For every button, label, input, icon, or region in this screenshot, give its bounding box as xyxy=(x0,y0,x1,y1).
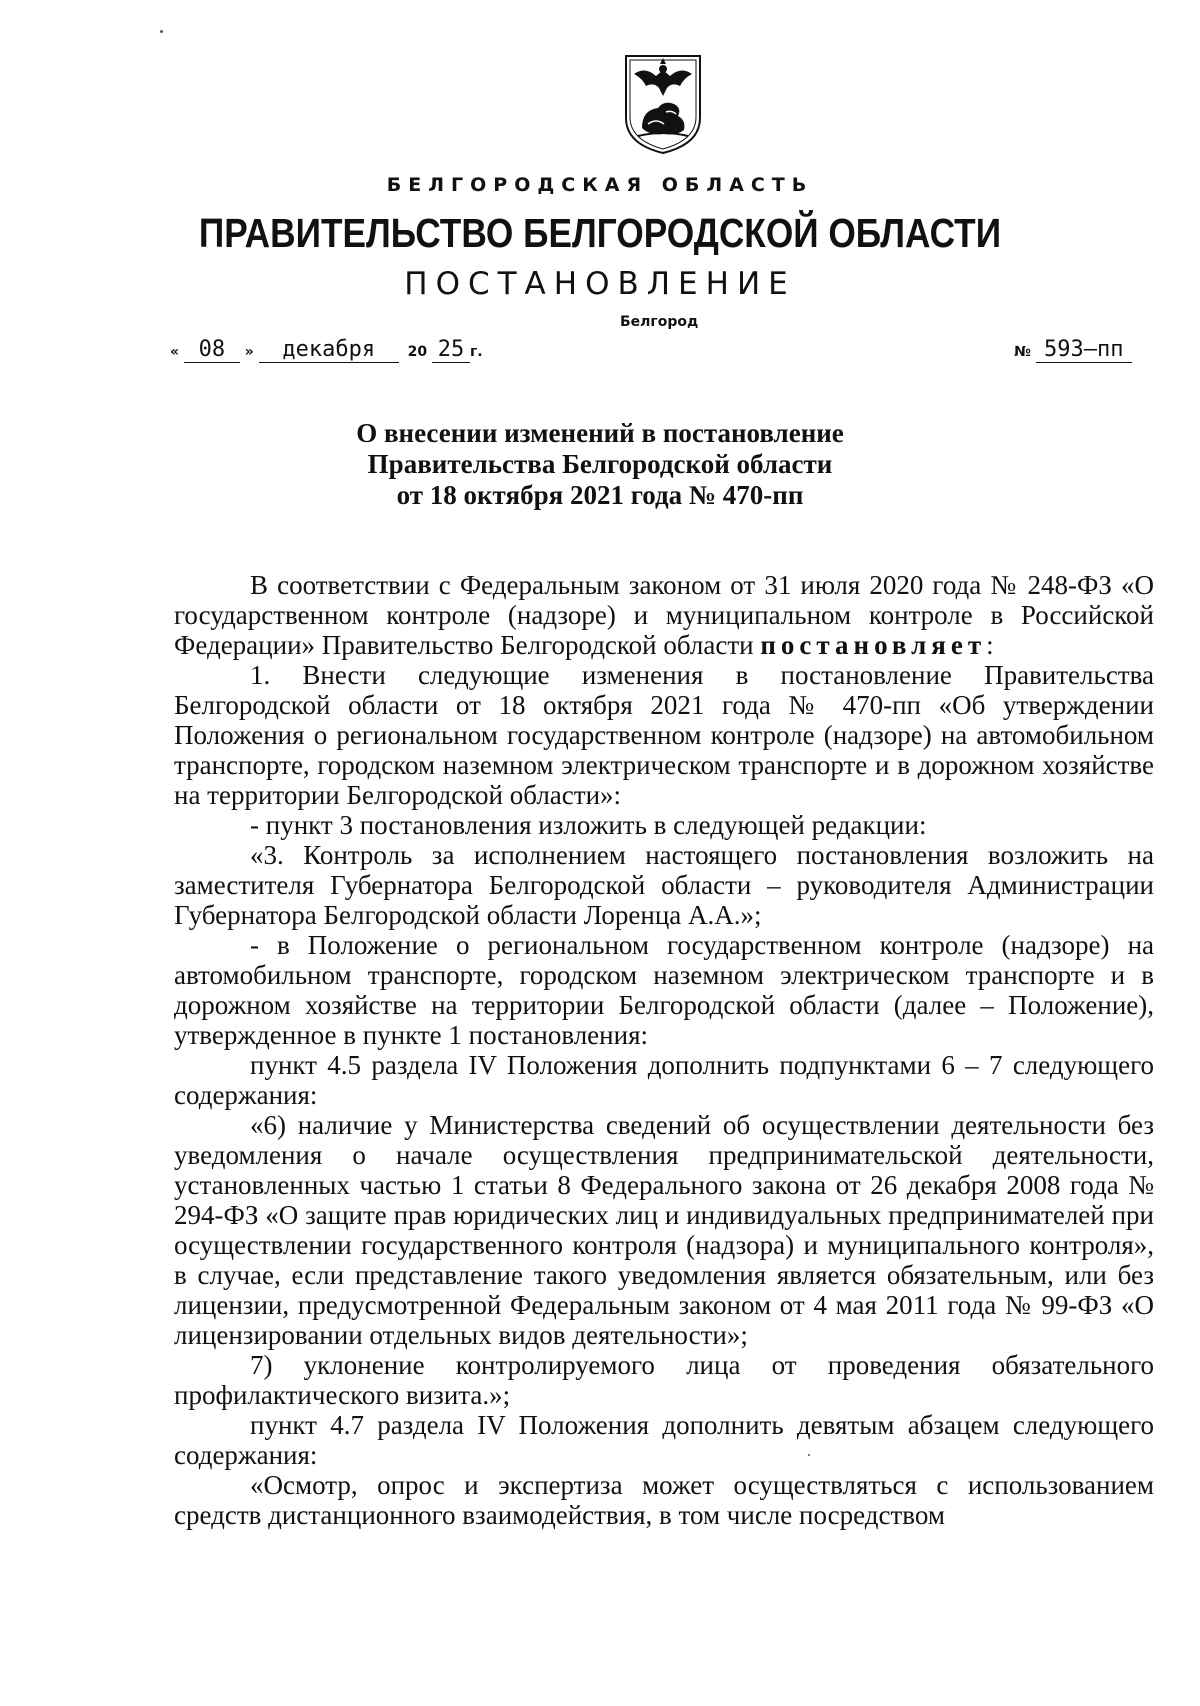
number-prefix: № xyxy=(1014,344,1031,360)
preamble-colon: : xyxy=(986,630,994,660)
date-suffix: г. xyxy=(469,344,483,360)
paragraph-subpoint-7: 7) уклонение контролируемого лица от проведения обязательного профилактического визита.»; xyxy=(174,1350,1154,1410)
document-type: ПОСТАНОВЛЕНИЕ xyxy=(404,266,796,302)
region-name: БЕЛГОРОДСКАЯ ОБЛАСТЬ xyxy=(386,174,814,196)
paragraph-point-3-text: «3. Контроль за исполнением настоящего постановления возложить на заместителя Губернатора Белгородской области – руководителя Администрации Губернатора Белгородской области Лоренца А.А.»; xyxy=(174,840,1154,930)
decree-number xyxy=(1014,338,1132,363)
city-name: Белгород xyxy=(620,314,699,330)
date-day: 08 xyxy=(184,338,240,363)
number-value: 593–пп xyxy=(1036,338,1132,363)
title-line-1: О внесении изменений в постановление xyxy=(356,418,844,448)
paragraph-item-1: 1. Внести следующие изменения в постановление Правительства Белгородской области от 18 октября 2021 года № 470-пп «Об утверждении Положения о региональном государственном контроле (надзоре) на автомобильном транспорте, городском наземном электрическом транспорте и в дорожном хозяйстве на территории Белгородской области»: xyxy=(174,660,1154,810)
date-month: декабря xyxy=(259,338,399,363)
coat-of-arms-emblem xyxy=(620,52,706,156)
preamble-text: В соответствии с Федеральным законом от 31 июля 2020 года № 248-ФЗ «О государственном контроле (надзоре) и муниципальном контроле в Российской Федерации» Правительство Белгородской области xyxy=(174,570,1154,660)
preamble-emphasis: постановляет xyxy=(760,630,987,660)
date-open-quote: « xyxy=(170,344,180,360)
scan-speck xyxy=(160,30,163,33)
date-close-quote: » xyxy=(244,344,254,360)
paragraph-regulation: - в Положение о региональном государственном контроле (надзоре) на автомобильном транспорте, городском наземном электрическом транспорте и в дорожном хозяйстве на территории Белгородской области (далее – Положение), утвержденное в пункте 1 постановления: xyxy=(174,930,1154,1050)
document-title xyxy=(0,418,1200,511)
paragraph-point-3: - пункт 3 постановления изложить в следующей редакции: xyxy=(250,810,927,840)
date-line xyxy=(170,338,483,363)
title-line-2: Правительства Белгородской области xyxy=(367,449,833,479)
paragraph-preamble xyxy=(174,570,1154,660)
paragraph-inspection: «Осмотр, опрос и экспертиза может осуществляться с использованием средств дистанционного взаимодействия, в том числе посредством xyxy=(174,1470,1154,1530)
scan-speck xyxy=(808,1454,810,1456)
paragraph-point-4-7: пункт 4.7 раздела IV Положения дополнить девятым абзацем следующего содержания: xyxy=(174,1410,1154,1470)
title-line-3: от 18 октября 2021 года № 470-пп xyxy=(396,480,804,510)
document-body xyxy=(174,570,1154,1530)
government-name: ПРАВИТЕЛЬСТВО БЕЛГОРОДСКОЙ ОБЛАСТИ xyxy=(198,210,1002,256)
date-year: 25 xyxy=(432,338,470,363)
paragraph-subpoint-6: «6) наличие у Министерства сведений об осуществлении деятельности без уведомления о начале осуществления предпринимательской деятельности, установленных частью 1 статьи 8 Федерального закона от 26 декабря 2008 года № 294-ФЗ «О защите прав юридических лиц и индивидуальных предпринимателей при осуществлении государственного контроля (надзора) и муниципального контроля», в случае, если представление такого уведомления является обязательным, или без лицензии, предусмотренной Федеральным законом от 4 мая 2011 года № 99-ФЗ «О лицензировании отдельных видов деятельности»; xyxy=(174,1110,1154,1350)
date-century: 20 xyxy=(407,344,428,360)
paragraph-point-4-5: пункт 4.5 раздела IV Положения дополнить подпунктами 6 – 7 следующего содержания: xyxy=(174,1050,1154,1110)
